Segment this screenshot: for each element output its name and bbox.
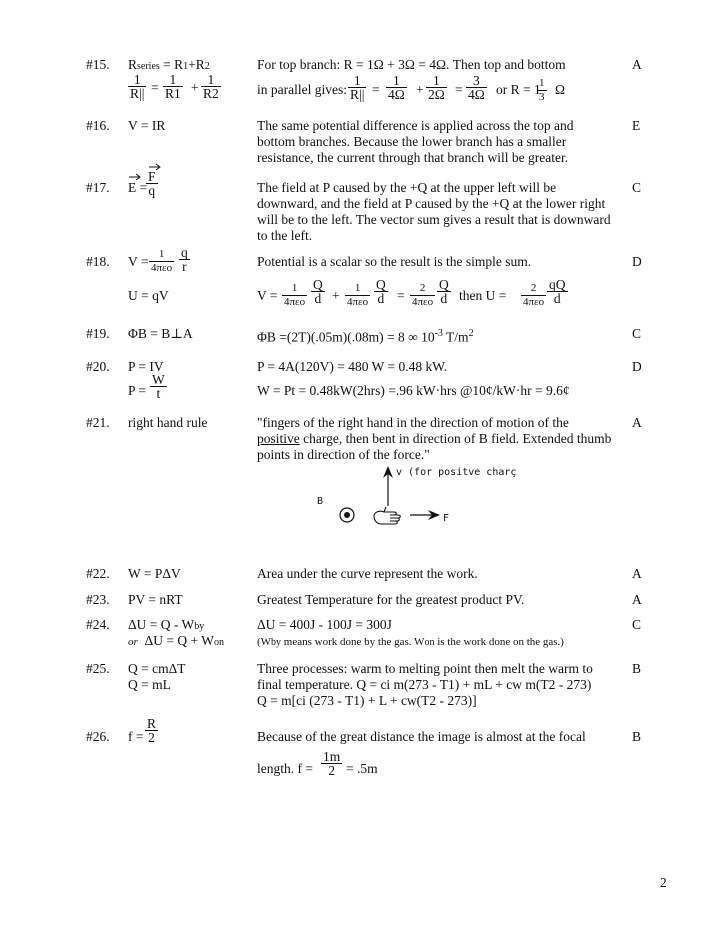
explanation: Area under the curve represent the work. (257, 566, 478, 581)
explanation: For top branch: R = 1Ω + 3Ω = 4Ω. Then top and bottom (257, 57, 566, 72)
answer: A (632, 566, 642, 581)
problem-number: #20. (86, 359, 110, 374)
equation: W = PΔV (128, 566, 181, 581)
answer: C (632, 326, 642, 341)
equation: or ΔU = Q + Won (128, 633, 224, 648)
vector-arrow-icon (128, 172, 142, 180)
fraction: $\frac{qQ}{d}$ (549, 277, 566, 306)
explanation: The same potential difference is applied across the top and bottom branches. Because the lower branch has a smaller resistance, the current through that branch will be greater. (257, 118, 574, 165)
equals-sign: = (372, 82, 380, 97)
equation: ΔU = Q - Wby (128, 617, 205, 632)
explanation: P = 4A(120V) = 480 W = 0.48 kW. (257, 359, 448, 374)
equals-sign: = (455, 82, 463, 97)
equation: Q = mL (128, 677, 171, 692)
force-label: F (443, 513, 450, 524)
velocity-arrow-icon (380, 464, 396, 509)
problem-number: #22. (86, 566, 110, 581)
answer: A (632, 592, 642, 607)
explanation: W = Pt = 0.48kW(2hrs) =.96 kW·hrs @10¢/kW·hr = 9.6¢ (257, 383, 570, 398)
equation: E = (128, 180, 148, 195)
fraction: $\frac{Q}{d}$ (439, 277, 449, 306)
equation: ΦB = B⊥A (128, 326, 193, 341)
velocity-label: v (for positve charç (396, 467, 517, 478)
explanation: then U = (459, 288, 507, 303)
problem-number: #16. (86, 118, 110, 133)
problem-number: #26. (86, 729, 110, 744)
explanation: ΦB =(2T)(.05m)(.08m) = 8 ∞ $10^{-3}$ $T/m^2$ (257, 328, 474, 345)
problem-number: #23. (86, 592, 110, 607)
fraction: $\frac{1}{R2}$ (203, 72, 219, 101)
fraction: $\frac{1}{R||}$ (130, 72, 145, 101)
problem-number: #19. (86, 326, 110, 341)
equation: PV = nRT (128, 592, 183, 607)
plus-sign: + (332, 288, 340, 303)
answer: B (632, 729, 642, 744)
fraction: 1 4πεo (151, 248, 173, 274)
explanation: = .5m (346, 761, 378, 776)
fraction: $\frac{1}{R1}$ (165, 72, 181, 101)
problem-number: #21. (86, 415, 110, 430)
problem-number: #17. (86, 180, 110, 195)
explanation: or R = 1 (496, 82, 541, 97)
answer: D (632, 254, 642, 269)
equation: P = (128, 383, 146, 398)
explanation: "fingers of the right hand in the direction of motion of the positive charge, then bent in direction of B field. Extended thumb points in direction of the force." (257, 415, 612, 462)
equation: Q = cmΔT (128, 661, 186, 676)
page-number: 2 (660, 875, 667, 890)
explanation: V = (257, 288, 278, 303)
fraction: $\frac{1}{2\Omega}$ (428, 73, 445, 102)
fraction: $\frac{1}{R||}$ (350, 73, 365, 102)
explanation: final temperature. Q = ci m(273 - T1) + mL + cw m(T2 - 273) (257, 677, 592, 692)
plus-sign: + (191, 80, 199, 95)
explanation: Q = m[ci (273 - T1) + L + cw(T2 - 273)] (257, 693, 477, 708)
plus-sign: + (416, 82, 424, 97)
fraction: $\frac{Q}{d}$ (376, 277, 386, 306)
equation: V = (128, 254, 149, 269)
explanation: Three processes: warm to melting point then melt the warm to (257, 661, 593, 676)
fraction: 1 4πεo (284, 282, 306, 308)
problem-number: #15. (86, 57, 110, 72)
answer: C (632, 617, 642, 632)
fraction: $\frac{Q}{d}$ (313, 277, 323, 306)
answer: A (632, 415, 642, 430)
fraction: $\frac{3}{4\Omega}$ (468, 73, 485, 102)
force-arrow-icon (410, 508, 442, 522)
fraction: $\frac{W}{t}$ (152, 372, 165, 401)
problem-number: #25. (86, 661, 110, 676)
equals-sign: = (397, 288, 405, 303)
answer: E (632, 118, 641, 133)
right-hand-icon (370, 506, 406, 532)
fraction: 2 4πεo (412, 282, 434, 308)
problem-number: #18. (86, 254, 110, 269)
unit: Ω (555, 82, 566, 97)
explanation: ΔU = 400J - 100J = 300J (257, 617, 392, 632)
problem-number: #24. (86, 617, 110, 632)
fraction: $\frac{F}{q}$ (148, 169, 156, 198)
fraction: $\frac{R}{2}$ (147, 716, 157, 745)
answer: B (632, 661, 642, 676)
equation: right hand rule (128, 415, 208, 430)
answer: D (632, 359, 642, 374)
equals-sign: = (151, 80, 159, 95)
fraction: $\frac{1m}{2}$ (323, 749, 341, 778)
answer: A (632, 57, 642, 72)
equation: P = IV (128, 359, 164, 374)
explanation: Potential is a scalar so the result is the simple sum. (257, 254, 532, 269)
answer: C (632, 180, 642, 195)
fraction: $\frac{q}{r}$ (181, 245, 188, 274)
fraction: 2 4πεo (523, 282, 545, 308)
field-out-of-page-icon (338, 506, 356, 524)
fraction: 1 4πεo (347, 282, 369, 308)
equation: V = IR (128, 118, 166, 133)
explanation: length. f = (257, 761, 313, 776)
explanation: Greatest Temperature for the greatest product PV. (257, 592, 525, 607)
explanation: The field at P caused by the +Q at the upper left will be downward, and the field at P caused by the +Q at the lower right will be to the left. The vector sum gives a result that is downward to the left. (257, 180, 611, 243)
equation: U = qV (128, 288, 169, 303)
fraction: $\frac{1}{4\Omega}$ (388, 73, 405, 102)
explanation: (Wby means work done by the gas. Won is the work done on the gas.) (257, 636, 564, 648)
explanation: Because of the great distance the image is almost at the focal (257, 729, 586, 744)
equation: Rseries = R1+R2 (128, 57, 210, 72)
field-label: B (317, 496, 324, 507)
fraction: $\frac{1}{3}$ (539, 77, 545, 103)
equation: f = (128, 729, 144, 744)
explanation: in parallel gives: (257, 82, 347, 97)
